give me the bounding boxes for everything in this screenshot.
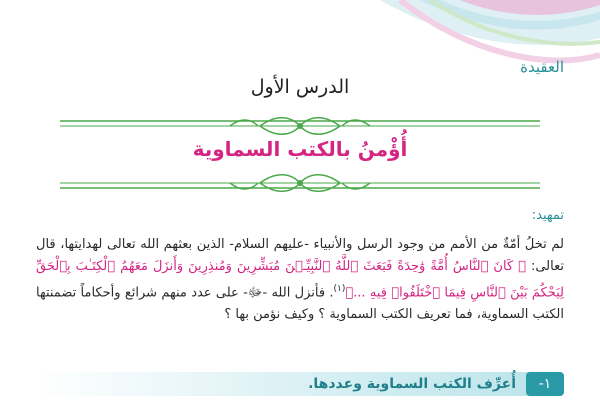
section-title: أُعرِّف الكتب السماوية وعددها. [308,376,516,392]
lesson-number-heading: الدرس الأول [250,76,350,98]
verse-intro: قال تعالى: [36,237,564,274]
section-number-badge: ١- [526,372,564,396]
lesson-title: أُؤْمنُ بالكتب السماوية [192,137,408,161]
subject-label: العقيدة [520,58,564,76]
paragraph-continuation: . فأنزل الله -ﷻ- على عدد منهم شرائع وأحكاماً تضمنتها الكتب السماوية، فما تعريف الكتب السماوية ؟ وكيف نؤمن بها ؟ [36,285,564,323]
intro-label: تمهيد: [531,208,564,223]
ornamental-divider-top [60,113,540,139]
ornamental-divider-bottom [60,170,540,196]
intro-paragraph [36,234,564,326]
section-heading-bar [36,372,564,396]
footnote-marker: (١) [333,284,346,294]
quran-verse: ﴿ كَانَ ٱلنَّاسُ أُمَّةً وَٰحِدَةً فَبَعَثَ ٱللَّهُ ٱلنَّبِيِّـۧنَ مُبَشِّرِينَ وَمُنذِرِينَ وَأَنزَلَ مَعَهُمُ ٱلْكِتَـٰبَ بِٱلْحَقِّ لِيَحْكُمَ بَيْنَ ٱلنَّاسِ فِيمَا ٱخْتَلَفُوا۟ فِيهِ ...﴾ [36,259,564,301]
paragraph-line-1: لم تخلُ أمّةٌ من الأمم من وجود الرسل والأنبياء -عليهم السلام- الذين بعثهم الله تعالى لهدايتها، [60,237,564,252]
